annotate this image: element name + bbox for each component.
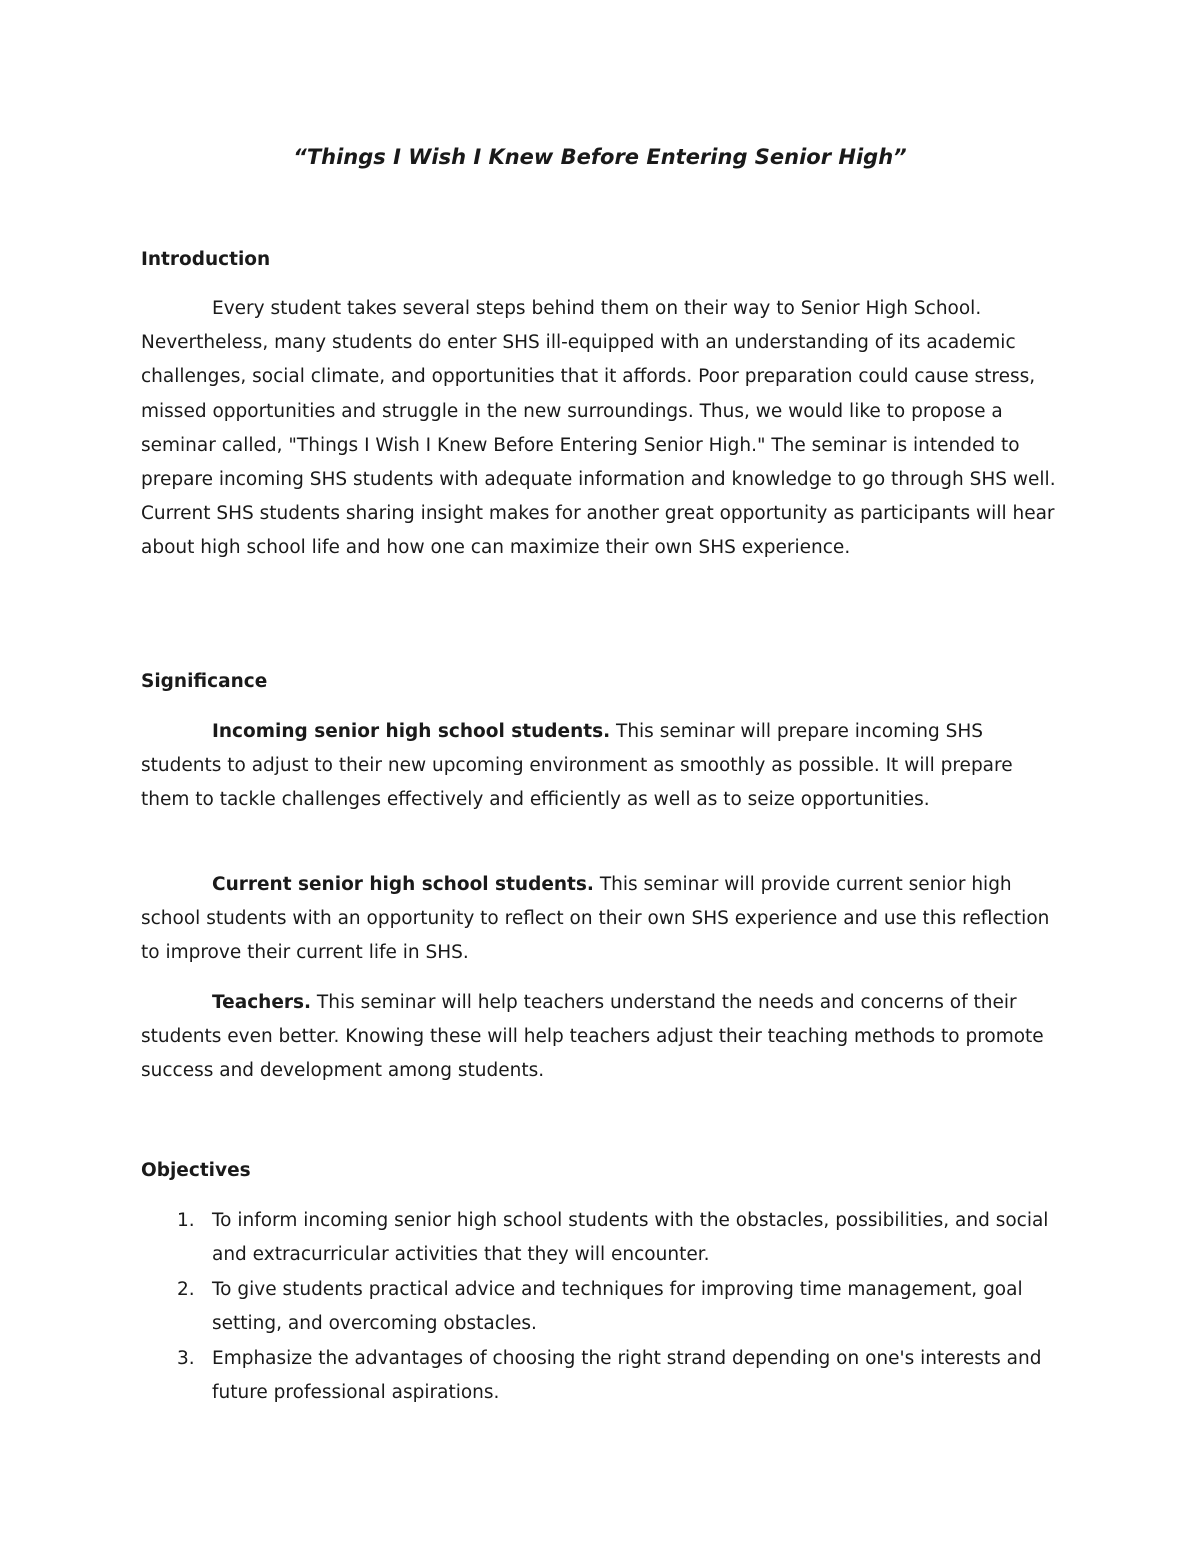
objectives-heading: Objectives: [141, 1160, 251, 1181]
introduction-paragraph: Every student takes several steps behind them on their way to Senior High School. Nevertheless, many students do enter SHS ill-equipped with an understanding of its academic challenges, social climate, and opportunities that it affords. Poor preparation could cause stress, missed opportunities and struggle in the new surroundings. Thus, we would like to propose a seminar called, "Things I Wish I Knew Before Entering Senior High." The seminar is intended to prepare incoming SHS students with adequate information and knowledge to go through SHS well. Current SHS students sharing insight makes for another great opportunity as participants will hear about high school life and how one can maximize their own SHS experience.: [141, 298, 1056, 559]
significance-incoming-students: [141, 715, 1059, 818]
objective-number: 3.: [177, 1348, 195, 1369]
objective-text: To inform incoming senior high school students with the obstacles, possibilities, and social and extracurricular activities that they will encounter.: [212, 1210, 1049, 1265]
objective-number: 1.: [177, 1210, 195, 1231]
objective-number: 2.: [177, 1279, 195, 1300]
objective-text: Emphasize the advantages of choosing the right strand depending on one's interests and future professional aspirations.: [212, 1348, 1042, 1403]
introduction-heading: Introduction: [141, 249, 271, 270]
objective-text: To give students practical advice and techniques for improving time management, goal setting, and overcoming obstacles.: [212, 1279, 1023, 1334]
significance-teachers-text: This seminar will help teachers understand the needs and concerns of their students even better. Knowing these will help teachers adjust their teaching methods to promote success and development among students.: [141, 992, 1044, 1082]
significance-current-students: [141, 868, 1059, 971]
document-title: “Things I Wish I Knew Before Entering Senior High”: [293, 145, 907, 169]
significance-current-text: This seminar will provide current senior high school students with an opportunity to reflect on their own SHS experience and use this reflection to improve their current life in SHS.: [141, 874, 1050, 964]
significance-incoming-label: Incoming senior high school students.: [212, 721, 611, 742]
objective-item: [141, 1342, 1059, 1410]
significance-teachers: [141, 986, 1059, 1089]
objective-item: [141, 1204, 1059, 1272]
objective-item: [141, 1273, 1059, 1341]
significance-incoming-text: This seminar will prepare incoming SHS students to adjust to their new upcoming environment as smoothly as possible. It will prepare them to tackle challenges effectively and efficiently as well as to seize opportunities.: [141, 721, 1013, 811]
significance-teachers-label: Teachers.: [212, 992, 312, 1013]
significance-heading: Significance: [141, 671, 268, 692]
objectives-list: [141, 1204, 1059, 1411]
significance-current-label: Current senior high school students.: [212, 874, 594, 895]
